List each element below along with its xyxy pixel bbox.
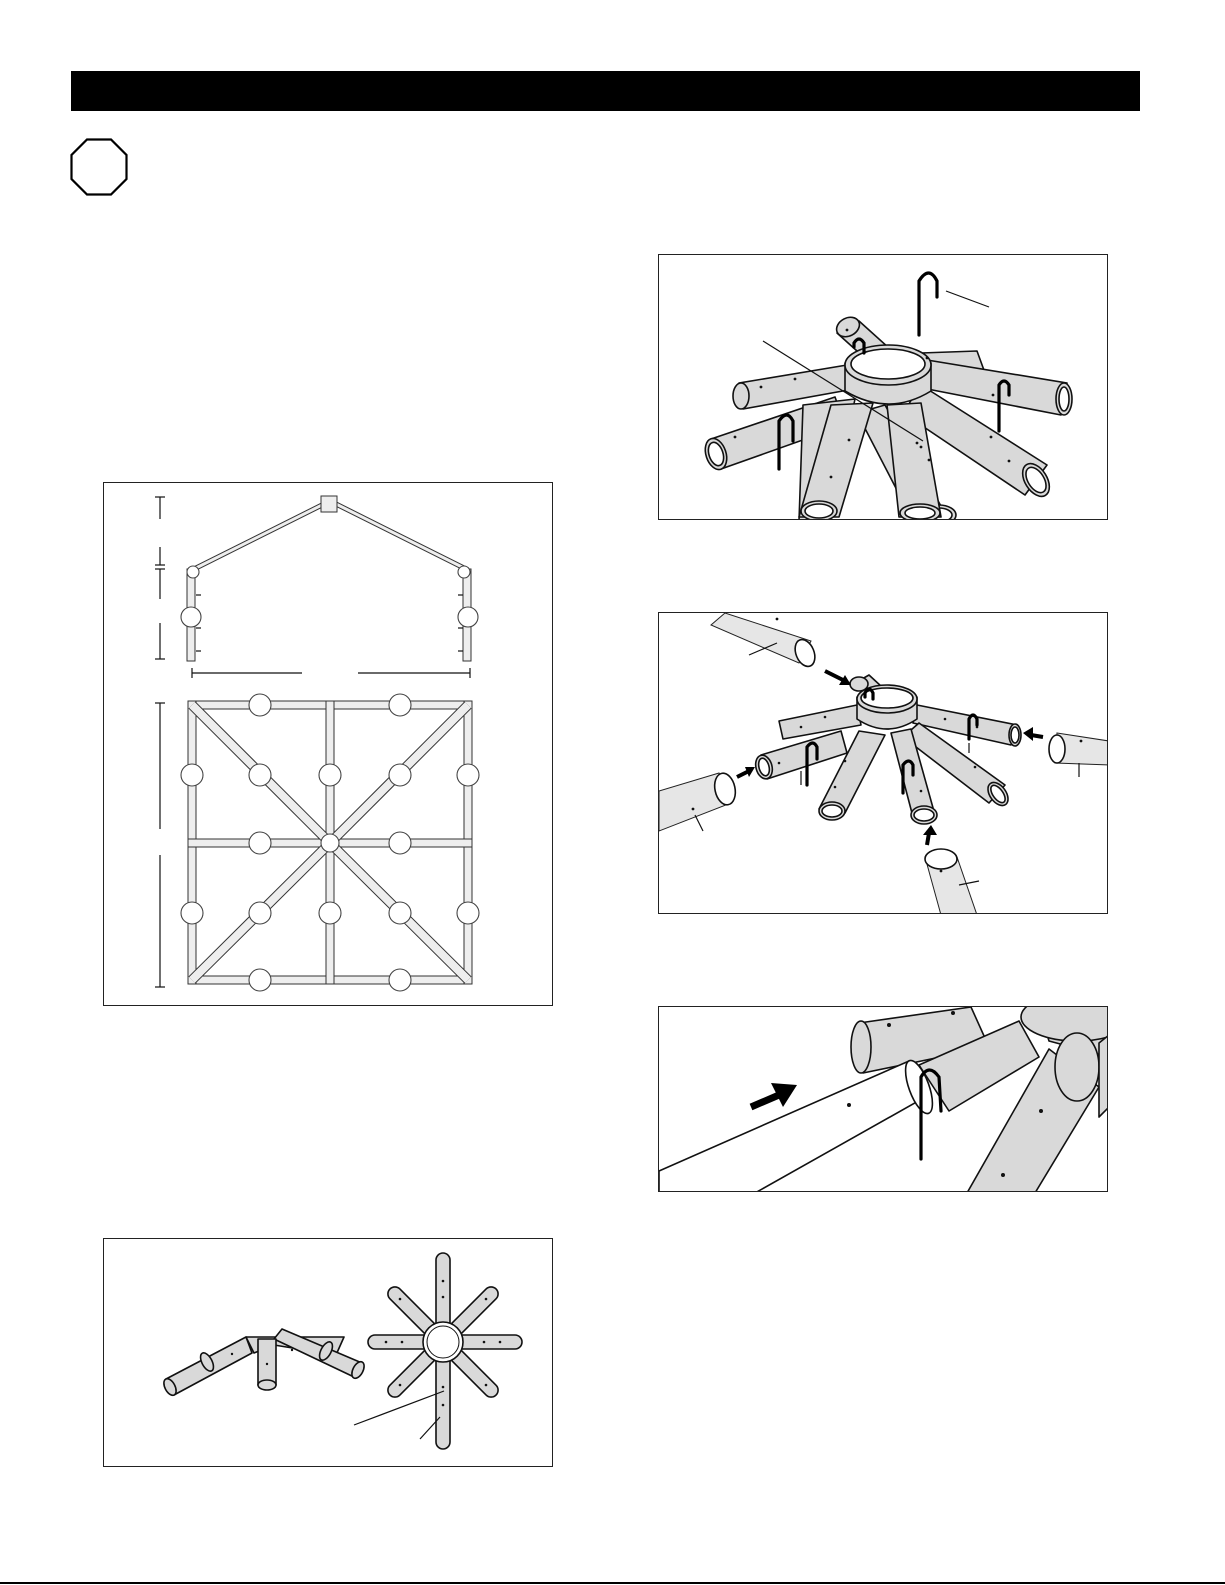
elevation-frame xyxy=(181,496,478,661)
hub-tube-detail-drawing xyxy=(659,1007,1108,1192)
frame-plan-drawing xyxy=(104,483,553,1006)
stop-octagon-icon xyxy=(70,138,128,196)
width-dimension xyxy=(192,668,470,678)
section-header-bar xyxy=(71,71,1140,111)
frame-plan-figure xyxy=(103,482,553,1006)
plan-frame xyxy=(181,694,479,991)
elevation-dimension-left xyxy=(155,497,165,659)
hub-tube-detail-figure xyxy=(658,1006,1108,1192)
connectors-figure xyxy=(103,1238,553,1467)
hub-connector xyxy=(354,1253,522,1449)
depth-dimension xyxy=(155,703,165,987)
connectors-drawing xyxy=(104,1239,553,1467)
hub-pin-drawing xyxy=(659,255,1108,520)
hub-tube-insertion-drawing xyxy=(659,613,1108,914)
arrow-icon xyxy=(751,1083,797,1107)
footer-rule xyxy=(0,1582,1225,1584)
peak-connector xyxy=(161,1329,366,1397)
hub-tube-insertion-figure xyxy=(658,612,1108,914)
pin-icon xyxy=(919,273,937,335)
hub-pin-figure xyxy=(658,254,1108,520)
